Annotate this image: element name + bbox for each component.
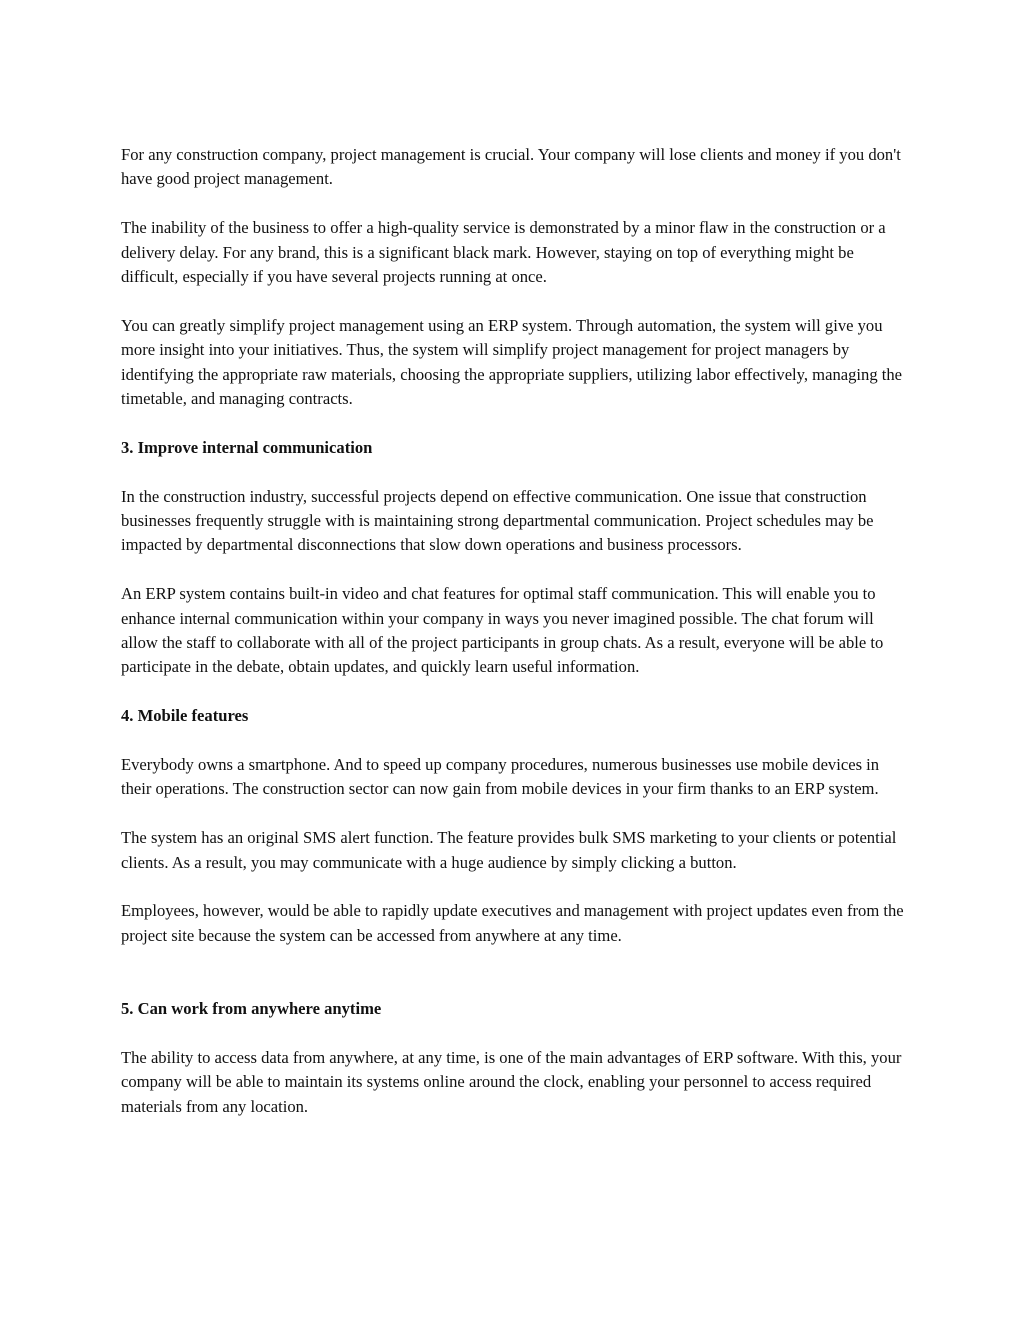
smartphone-paragraph: Everybody owns a smartphone. And to speed up company procedures, numerous businesses use mobile devices in their operations. The construction sector can now gain from mobile devices in your firm thanks to an ERP system. (121, 755, 880, 799)
section-heading-mobile-features: 4. Mobile features (121, 706, 249, 726)
intro-paragraph: For any construction company, project management is crucial. Your company will lose clients and money if you don't have good project management. (121, 145, 901, 189)
document-page (121, 143, 911, 1119)
access-paragraph: The ability to access data from anywhere, at any time, is one of the main advantages of ERP software. With this, your company will be able to maintain its systems online around the clock, enabling your personnel to access required materials from any location. (121, 1047, 902, 1116)
erp-chat-paragraph: An ERP system contains built-in video and chat features for optimal staff communication. This will enable you to enhance internal communication within your company in ways you never imagined possible. The chat forum will allow the staff to collaborate with all of the project participants in group chats. As a result, everyone will be able to participate in the debate, obtain updates, and quickly learn useful information. (121, 584, 884, 677)
section-heading-internal-communication: 3. Improve internal communication (121, 437, 373, 457)
erp-project-paragraph: You can greatly simplify project management using an ERP system. Through automation, the system will give you more insight into your initiatives. Thus, the system will simplify project management for project managers by identifying the appropriate raw materials, choosing the appropriate suppliers, utilizing labor effectively, managing the timetable, and managing contracts. (121, 315, 903, 409)
communication-paragraph: In the construction industry, successful projects depend on effective communication. One issue that construction businesses frequently struggle with is maintaining strong departmental communication. Project schedules may be impacted by departmental disconnections that slow down operations and business processors. (121, 486, 874, 555)
quality-paragraph: The inability of the business to offer a high-quality service is demonstrated by a minor flaw in the construction or a delivery delay. For any brand, this is a significant black mark. However, staying on top of everything might be difficult, especially if you have several projects running at once. (121, 218, 886, 287)
employees-paragraph: Employees, however, would be able to rapidly update executives and management with project updates even from the project site because the system can be accessed from anywhere at any time. (121, 901, 904, 945)
section-heading-work-anywhere: 5. Can work from anywhere anytime (121, 999, 382, 1019)
sms-paragraph: The system has an original SMS alert function. The feature provides bulk SMS marketing to your clients or potential clients. As a result, you may communicate with a huge audience by simply clicking a button. (121, 828, 897, 872)
